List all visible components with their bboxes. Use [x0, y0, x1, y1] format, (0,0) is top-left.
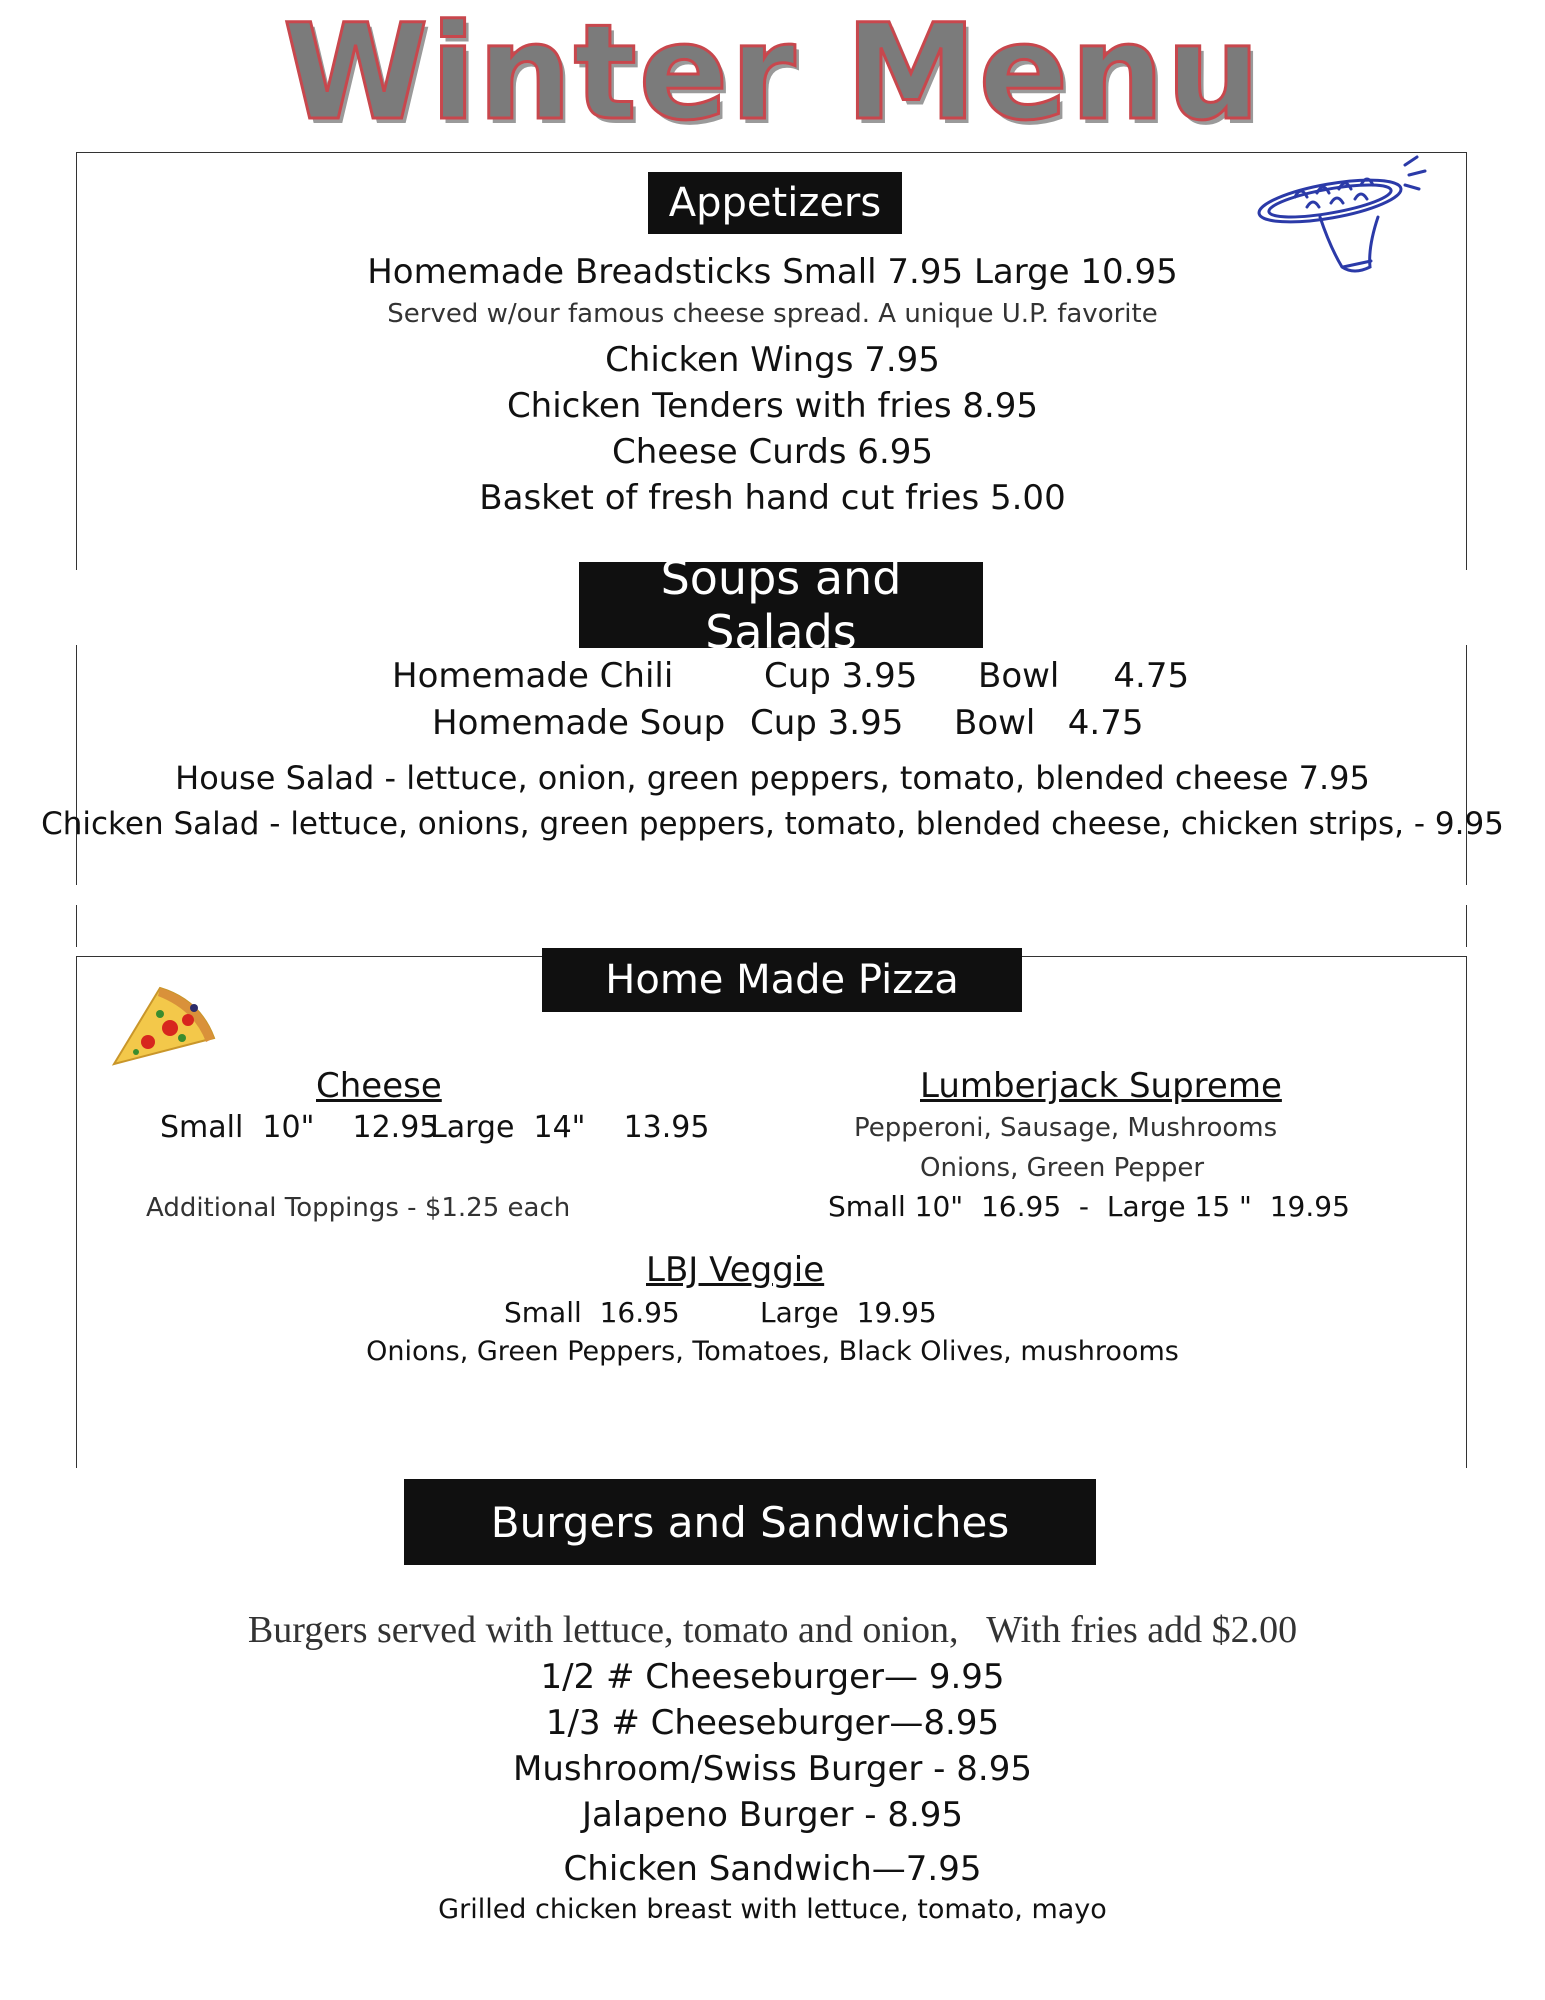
- pizza-box-left: [76, 956, 77, 1468]
- wings-item: Chicken Wings 7.95: [605, 340, 940, 380]
- veggie-small-price: Small 16.95: [504, 1296, 680, 1329]
- cheese-small-price: Small 10" 12.95: [160, 1110, 439, 1145]
- pizza-box-right-upper: [1466, 905, 1467, 947]
- cheese-large-price: Large 14" 13.95: [430, 1110, 710, 1145]
- additional-toppings: Additional Toppings - $1.25 each: [146, 1193, 571, 1223]
- breadsticks-item: Homemade Breadsticks Small 7.95 Large 10.95: [367, 252, 1178, 292]
- chili-name: Homemade Chili: [392, 656, 674, 696]
- chicken-sandwich: Chicken Sandwich—7.95: [563, 1849, 982, 1889]
- lumberjack-desc-1: Pepperoni, Sausage, Mushrooms: [854, 1113, 1278, 1143]
- jalapeno-burger: Jalapeno Burger - 8.95: [581, 1795, 964, 1835]
- appetizers-header: Appetizers: [648, 172, 902, 234]
- menu-title: Winter Menu: [282, 0, 1263, 150]
- lumberjack-price: Small 10" 16.95 - Large 15 " 19.95: [828, 1190, 1350, 1223]
- veggie-title: LBJ Veggie: [646, 1250, 825, 1290]
- soups-header: Soups and Salads: [579, 562, 983, 648]
- curds-item: Cheese Curds 6.95: [611, 432, 934, 472]
- soup-name: Homemade Soup: [432, 703, 726, 743]
- appetizers-box-top: [76, 152, 1466, 153]
- pizza-box-left-upper: [76, 905, 77, 947]
- burgers-header: Burgers and Sandwiches: [404, 1479, 1096, 1565]
- pizza-slice-icon: [108, 980, 218, 1070]
- veggie-large-price: Large 19.95: [760, 1296, 937, 1329]
- lumberjack-desc-2: Onions, Green Pepper: [920, 1153, 1205, 1183]
- chicken-salad-item: Chicken Salad - lettuce, onions, green peppers, tomato, blended cheese, chicken strips, - 9.95: [41, 806, 1504, 842]
- chili-cup-price: Cup 3.95: [764, 656, 918, 696]
- burgers-intro: Burgers served with lettuce, tomato and onion, With fries add $2.00: [247, 1609, 1298, 1651]
- breadsticks-note: Served w/our famous cheese spread. A unique U.P. favorite: [387, 299, 1158, 329]
- cheese-pizza-title: Cheese: [316, 1066, 442, 1106]
- lumberjack-title: Lumberjack Supreme: [920, 1066, 1282, 1106]
- chicken-sandwich-desc: Grilled chicken breast with lettuce, tomato, mayo: [438, 1894, 1107, 1925]
- third-pound-cheeseburger: 1/3 # Cheeseburger—8.95: [545, 1703, 1000, 1743]
- chili-bowl-price: Bowl 4.75: [978, 656, 1190, 696]
- tenders-item: Chicken Tenders with fries 8.95: [506, 386, 1039, 426]
- pizza-box-right: [1466, 956, 1467, 1468]
- veggie-desc: Onions, Green Peppers, Tomatoes, Black Olives, mushrooms: [366, 1336, 1179, 1367]
- house-salad-item: House Salad - lettuce, onion, green peppers, tomato, blended cheese 7.95: [175, 759, 1370, 797]
- soup-cup-price: Cup 3.95: [750, 703, 904, 743]
- fries-item: Basket of fresh hand cut fries 5.00: [479, 478, 1066, 518]
- soup-bowl-price: Bowl 4.75: [954, 703, 1144, 743]
- half-pound-cheeseburger: 1/2 # Cheeseburger— 9.95: [540, 1657, 1005, 1697]
- pizza-header: Home Made Pizza: [542, 948, 1022, 1012]
- mushroom-swiss-burger: Mushroom/Swiss Burger - 8.95: [513, 1749, 1032, 1789]
